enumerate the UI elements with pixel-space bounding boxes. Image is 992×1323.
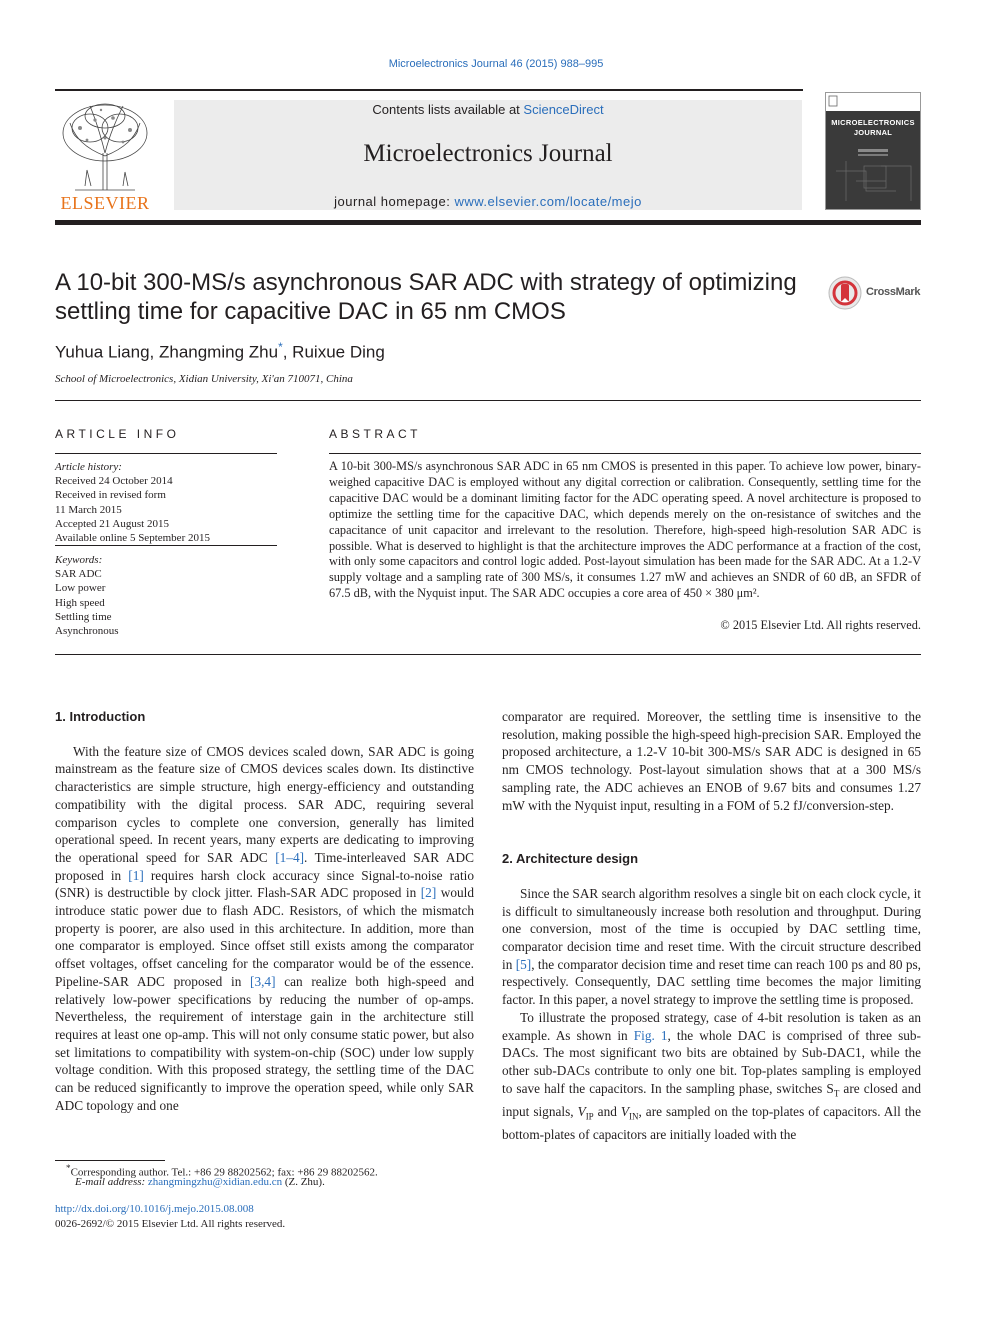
text-run: , the comparator decision time and reset time can reach 100 ps and 80 ps, respectively. Consequently, DAC settling time becomes the major limiting factor. In this paper, a novel strategy to improve the settling time is proposed.	[502, 956, 921, 1008]
article-info-rule-mid	[55, 545, 277, 546]
title-divider	[55, 400, 921, 401]
email-label: E-mail address:	[75, 1176, 148, 1188]
history-item: Received in revised form	[55, 489, 166, 502]
keyword: Settling time	[55, 610, 112, 623]
abstract-divider	[55, 654, 921, 655]
article-info-rule-top	[55, 453, 277, 454]
abstract-copyright: © 2015 Elsevier Ltd. All rights reserved.	[720, 618, 921, 632]
subscript: T	[833, 1088, 840, 1099]
architecture-paragraph	[502, 1009, 921, 1144]
citation-link[interactable]: [1–4]	[275, 849, 305, 865]
affiliation: School of Microelectronics, Xidian University, Xi'an 710071, China	[55, 373, 353, 385]
text-run: . Time-interleaved SAR ADC proposed in	[55, 849, 474, 883]
journal-cover-thumbnail[interactable]	[825, 92, 921, 210]
text-run: With the feature size of CMOS devices scaled down, SAR ADC is going mainstream as the feature size of CMOS devices scales down. Its distinctive characteristics are simple structure, high energy-efficiency and outstanding compatibility with the digital process. SAR ADC, requiring several comparison cycles to complete one conversion, generally has limited operational speed. In recent years, many experts are dedicating to improving the operational speed for SAR ADC	[55, 743, 474, 865]
symbol: V	[620, 1104, 629, 1120]
keyword: SAR ADC	[55, 568, 102, 581]
cover-logo-strip	[826, 93, 920, 111]
keyword: High speed	[55, 596, 105, 609]
author-list	[55, 340, 385, 363]
authors-main: Yuhua Liang, Zhangming Zhu	[55, 342, 279, 362]
text-run: To illustrate the proposed strategy, case of 4-bit resolution is taken as an example. As shown in	[502, 1009, 921, 1043]
header-thick-rule	[55, 220, 921, 225]
architecture-paragraph	[502, 885, 921, 1009]
text-run: and	[593, 1104, 621, 1120]
abstract-heading: ABSTRACT	[329, 427, 422, 441]
intro-paragraph-continued: comparator are required. Moreover, the settling time is insensitive to the resolution, making possible the high-speed high-precision SAR. Employed the proposed architecture, a 1.2-V 10-bit 300-MS/s SAR ADC is designed in 65 nm CMOS technology. Post-layout simulation shows that at a 300 MS/s sampling rate, the ADC achieves an ENOB of 9.67 bits and consumes 1.27 mW with the Nyquist input, resulting in a FOM of 5.2 fJ/conversion-step.	[502, 709, 921, 813]
citation-link[interactable]: [5]	[515, 956, 532, 972]
section-heading-introduction: 1. Introduction	[55, 709, 146, 724]
crossmark-label[interactable]: CrossMark	[866, 286, 921, 298]
keyword: Low power	[55, 582, 106, 595]
corresponding-text: Corresponding author. Tel.: +86 29 88202562; fax: +86 29 88202562.	[70, 1166, 378, 1179]
email-note	[55, 1175, 474, 1189]
symbol: V	[577, 1104, 586, 1120]
sciencedirect-link[interactable]: ScienceDirect	[523, 102, 604, 117]
email-link[interactable]: zhangmingzhu@xidian.edu.cn	[147, 1176, 283, 1188]
homepage-prefix: journal homepage:	[334, 194, 455, 209]
cover-title	[830, 118, 916, 138]
header-top-rule	[55, 89, 803, 91]
subscript: IP	[585, 1111, 594, 1122]
email-suffix: (Z. Zhu).	[282, 1176, 325, 1188]
section-heading-architecture: 2. Architecture design	[502, 851, 639, 867]
homepage-line	[174, 194, 802, 209]
intro-paragraph	[55, 743, 474, 1115]
citation-link[interactable]: [2]	[420, 885, 437, 901]
text-run: Since the SAR search algorithm resolves a single bit on each clock cycle, it is difficult to simultaneously increase both resolution and throughput. During one conversion, most of the time is occupied by DAC settling time, comparator decision time and reset time. With the circuit structure described in	[502, 885, 922, 972]
article-info-heading: ARTICLE INFO	[55, 427, 180, 441]
body-column-left	[55, 708, 474, 1114]
figure-link[interactable]: Fig. 1	[633, 1027, 668, 1043]
journal-reference[interactable]: Microelectronics Journal 46 (2015) 988–995	[388, 58, 604, 70]
doi-link[interactable]: http://dx.doi.org/10.1016/j.mejo.2015.08.008	[55, 1203, 254, 1215]
authors-tail: , Ruixue Ding	[282, 342, 385, 362]
history-item: Accepted 21 August 2015	[55, 517, 169, 530]
cover-title-line-2: JOURNAL	[853, 128, 893, 137]
footnote-mark: *	[66, 1163, 71, 1173]
text-run: would introduce static power due to flash ADC. Resistors, of which the mismatch property is poorer, are also used in this architecture. In addition, more than one comparator is employed. Since offset still exists among the comparator offset voltages, offset canceling for the comparator would be of the essence. Pipeline-SAR ADC proposed in	[55, 885, 474, 989]
keyword: Asynchronous	[55, 625, 119, 638]
corresponding-author-mark[interactable]: *	[278, 340, 283, 354]
elsevier-wordmark[interactable]: ELSEVIER	[60, 193, 150, 213]
article-history	[55, 460, 277, 545]
history-item: 11 March 2015	[55, 503, 122, 516]
citation-link[interactable]: [1]	[128, 867, 144, 883]
history-item: Received 24 October 2014	[55, 475, 173, 488]
abstract-text: A 10-bit 300-MS/s asynchronous SAR ADC in 65 nm CMOS is presented in this paper. To achieve low power, binary-weighed capacitive DAC is employed without any digital correction or calibration. Consequently, settling time for the capacitive DAC would be a dominant limiting factor for the ADC operating speed. A novel architecture is proposed to optimize the settling time for the capacitive DAC, which depends merely on the on-resistance of switches and the capacitance of unit capacitor and irrelevant to the resolution. Therefore, high-speed high-resolution SAR ADC is possible. What is deserved to highlight is that the architecture improves the ADC performance at a fraction of the cost, with only some capacitors and control logic added. Post-layout simulation has been made for the SAR ADC. At a 1.2-V supply voltage and a sampling rate of 300 MS/s, it consumes 1.27 mW and achieves an SNDR of 60 dB, an SFDR of 67.5 dB, with the Nyquist input. The SAR ADC occupies a core area of 450 × 380 μm².	[329, 459, 921, 601]
text-run: can realize both high-speed and relatively low-power specifications by reducing the number of op-amps. Nevertheless, the requirement of interstage gain in the architecture still requires at least one op-amp. This will not only consume static power, but also set limitations to compatibility with system-on-chip (SOC) under low supply voltage condition. With this proposed strategy, the settling time of the DAC can be reduced significantly to improve the operation speed, while only SAR ADC topology and one	[55, 973, 474, 1113]
homepage-link[interactable]: www.elsevier.com/locate/mejo	[454, 194, 642, 209]
contents-line	[174, 102, 802, 117]
keywords-block	[55, 553, 277, 638]
article-title: A 10-bit 300-MS/s asynchronous SAR ADC with strategy of optimizing settling time for capacitive DAC in 65 nm CMOS	[55, 269, 797, 325]
subscript: IN	[629, 1111, 639, 1122]
issn-line: 0026-2692/© 2015 Elsevier Ltd. All rights reserved.	[55, 1218, 286, 1230]
abstract-rule	[329, 453, 921, 454]
text-run: , the whole DAC is comprised of three sub-DACs. The most significant two bits are obtained by Sub-DAC1, while the other sub-DACs contribute to only one bit. Top-plates sampling is employed to save half the capacitors. In the sampling phase, switches S	[502, 1027, 921, 1096]
text-run: are closed and input signals,	[502, 1080, 922, 1120]
doi-link-line	[55, 1202, 474, 1216]
keywords-heading: Keywords:	[55, 554, 103, 566]
citation-link[interactable]: [3,4]	[250, 973, 276, 989]
text-run: , are sampled on the top-plates of capacitors. All the bottom-plates of capacitors are initially loaded with the	[502, 1104, 921, 1143]
contents-prefix: Contents lists available at	[372, 102, 524, 117]
body-column-right	[502, 708, 921, 1144]
history-heading: Article history:	[55, 461, 122, 473]
history-item: Available online 5 September 2015	[55, 532, 210, 545]
cover-title-line-1: MICROELECTRONICS	[831, 118, 915, 127]
journal-title[interactable]: Microelectronics Journal	[363, 140, 613, 167]
text-run: requires harsh clock accuracy since Signal-to-noise ratio (SNR) is destructible by clock jitter. Flash-SAR ADC proposed in	[55, 867, 474, 901]
